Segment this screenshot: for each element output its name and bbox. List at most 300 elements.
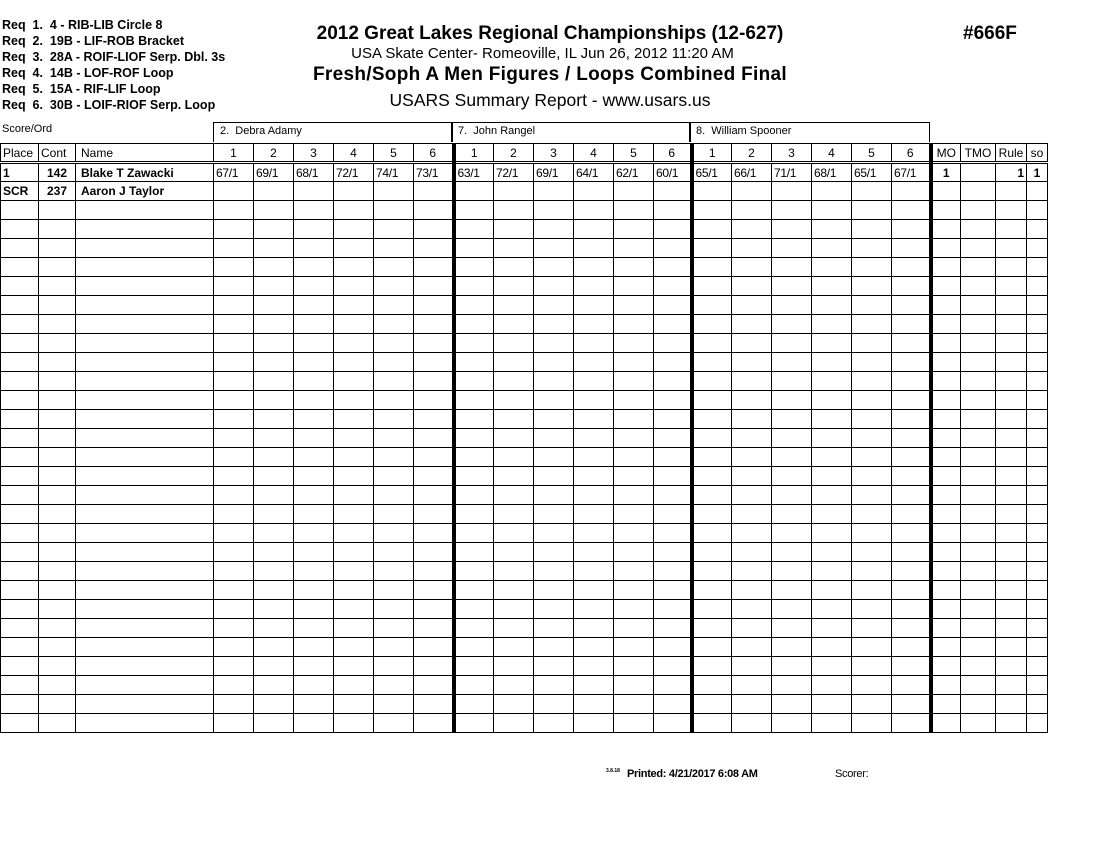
name-cell: Blake T Zawacki [76,163,214,182]
empty-cell [374,657,414,676]
empty-cell [931,638,961,657]
empty-row [1,467,1048,486]
empty-cell [454,296,494,315]
empty-row [1,315,1048,334]
empty-cell [732,429,772,448]
empty-cell [39,524,76,543]
score-cell: 63/1 [454,163,494,182]
empty-cell [812,220,852,239]
empty-cell [574,695,614,714]
empty-cell [614,239,654,258]
col-j3-fig1: 1 [692,144,732,163]
empty-cell [772,600,812,619]
empty-cell [574,296,614,315]
tmo-cell [961,182,996,201]
empty-cell [574,619,614,638]
empty-cell [852,505,892,524]
empty-cell [374,448,414,467]
empty-cell [692,391,732,410]
empty-cell [254,448,294,467]
empty-cell [772,201,812,220]
empty-cell [961,524,996,543]
empty-cell [852,353,892,372]
empty-cell [654,714,692,733]
score-cell [614,182,654,201]
col-tmo: TMO [961,144,996,163]
empty-cell [534,543,574,562]
col-mo: MO [931,144,961,163]
empty-cell [1027,714,1048,733]
empty-cell [812,581,852,600]
empty-cell [812,543,852,562]
empty-cell [852,543,892,562]
score-cell: 67/1 [892,163,931,182]
empty-cell [654,695,692,714]
empty-cell [294,657,334,676]
empty-cell [772,391,812,410]
empty-cell [772,562,812,581]
empty-cell [454,239,494,258]
empty-cell [494,543,534,562]
table-row [1,163,1048,182]
empty-cell [76,695,214,714]
empty-cell [574,524,614,543]
empty-cell [574,562,614,581]
empty-cell [692,448,732,467]
empty-cell [414,296,454,315]
empty-cell [812,562,852,581]
rule-cell [996,182,1027,201]
empty-cell [931,657,961,676]
empty-cell [1,410,39,429]
empty-cell [772,353,812,372]
empty-cell [254,543,294,562]
requirements-list [2,17,225,113]
empty-cell [39,391,76,410]
col-j2-fig3: 3 [534,144,574,163]
empty-cell [772,258,812,277]
empty-cell [374,562,414,581]
empty-cell [852,714,892,733]
empty-cell [654,467,692,486]
empty-cell [534,505,574,524]
empty-row [1,277,1048,296]
empty-cell [1,220,39,239]
empty-cell [454,410,494,429]
empty-cell [76,524,214,543]
empty-cell [294,676,334,695]
empty-cell [294,448,334,467]
empty-cell [39,505,76,524]
empty-cell [996,638,1027,657]
empty-cell [931,258,961,277]
empty-cell [852,619,892,638]
empty-cell [254,258,294,277]
empty-cell [614,372,654,391]
empty-cell [414,695,454,714]
empty-cell [892,448,931,467]
empty-row [1,391,1048,410]
empty-cell [294,220,334,239]
empty-cell [374,543,414,562]
empty-cell [214,391,254,410]
empty-cell [1,277,39,296]
empty-cell [692,695,732,714]
score-cell [534,182,574,201]
empty-cell [654,581,692,600]
empty-cell [654,239,692,258]
empty-cell [1,695,39,714]
empty-cell [772,334,812,353]
empty-cell [892,619,931,638]
empty-cell [1027,429,1048,448]
empty-cell [254,410,294,429]
empty-cell [494,562,534,581]
empty-row [1,372,1048,391]
empty-cell [214,638,254,657]
empty-cell [214,201,254,220]
empty-row [1,448,1048,467]
requirement-4: Req 4. 14B - LOF-ROF Loop [2,66,174,80]
empty-cell [996,277,1027,296]
empty-cell [39,581,76,600]
empty-cell [961,714,996,733]
empty-cell [732,657,772,676]
empty-row [1,657,1048,676]
empty-cell [1,239,39,258]
score-cell [334,182,374,201]
empty-cell [1027,600,1048,619]
tmo-cell [961,163,996,182]
empty-cell [76,657,214,676]
empty-cell [931,505,961,524]
score-cell: 74/1 [374,163,414,182]
empty-cell [1027,467,1048,486]
empty-cell [654,562,692,581]
empty-cell [931,467,961,486]
empty-cell [812,410,852,429]
empty-cell [534,695,574,714]
col-j1-fig1: 1 [214,144,254,163]
judge-header-1: 2. Debra Adamy [213,122,453,142]
empty-cell [414,600,454,619]
empty-cell [574,315,614,334]
empty-cell [732,581,772,600]
empty-cell [334,448,374,467]
empty-cell [39,657,76,676]
empty-cell [614,277,654,296]
empty-cell [494,353,534,372]
judge-header-2: 7. John Rangel [451,122,691,142]
empty-cell [214,429,254,448]
empty-cell [334,467,374,486]
empty-cell [214,714,254,733]
empty-row [1,334,1048,353]
cont-cell: 142 [39,163,76,182]
empty-cell [1027,638,1048,657]
empty-cell [996,562,1027,581]
empty-cell [772,448,812,467]
empty-cell [534,220,574,239]
score-cell [812,182,852,201]
empty-cell [39,296,76,315]
empty-cell [692,334,732,353]
empty-cell [931,410,961,429]
score-cell: 62/1 [614,163,654,182]
empty-cell [654,429,692,448]
empty-cell [1,676,39,695]
empty-cell [1027,315,1048,334]
empty-cell [996,657,1027,676]
empty-cell [76,619,214,638]
empty-cell [732,562,772,581]
empty-cell [414,315,454,334]
score-cell: 72/1 [334,163,374,182]
empty-cell [1,467,39,486]
empty-cell [334,429,374,448]
empty-cell [39,258,76,277]
empty-cell [574,676,614,695]
empty-cell [692,657,732,676]
empty-cell [852,220,892,239]
empty-cell [374,429,414,448]
empty-cell [931,429,961,448]
empty-cell [414,676,454,695]
empty-cell [852,277,892,296]
empty-cell [961,543,996,562]
empty-cell [772,220,812,239]
empty-cell [494,600,534,619]
empty-cell [931,524,961,543]
empty-cell [39,638,76,657]
empty-cell [812,239,852,258]
empty-cell [892,543,931,562]
empty-cell [574,600,614,619]
score-cell: 65/1 [852,163,892,182]
score-cell [214,182,254,201]
empty-cell [692,524,732,543]
col-j1-fig6: 6 [414,144,454,163]
empty-cell [334,695,374,714]
event-number: #666F [963,23,1017,44]
empty-cell [534,448,574,467]
score-cell: 69/1 [534,163,574,182]
empty-cell [1,429,39,448]
place-cell: SCR [1,182,39,201]
empty-cell [732,524,772,543]
empty-cell [294,315,334,334]
empty-cell [334,315,374,334]
empty-cell [931,353,961,372]
venue-date: USA Skate Center- Romeoville, IL Jun 26, 2012 11:20 AM [351,45,734,62]
empty-cell [654,524,692,543]
empty-cell [76,676,214,695]
empty-cell [454,467,494,486]
empty-cell [614,315,654,334]
empty-cell [1027,543,1048,562]
empty-cell [931,315,961,334]
empty-cell [39,220,76,239]
col-rule: Rule [996,144,1027,163]
empty-row [1,638,1048,657]
empty-cell [1027,410,1048,429]
empty-cell [414,714,454,733]
empty-cell [374,619,414,638]
empty-cell [574,220,614,239]
empty-cell [692,543,732,562]
col-j2-fig4: 4 [574,144,614,163]
empty-cell [454,600,494,619]
empty-cell [39,619,76,638]
empty-cell [454,220,494,239]
empty-cell [76,315,214,334]
empty-cell [454,391,494,410]
empty-cell [1027,695,1048,714]
empty-cell [692,372,732,391]
empty-cell [294,239,334,258]
empty-cell [534,714,574,733]
mo-cell [931,182,961,201]
empty-cell [614,714,654,733]
empty-cell [574,391,614,410]
empty-cell [961,581,996,600]
empty-cell [812,486,852,505]
empty-cell [214,581,254,600]
empty-cell [39,695,76,714]
empty-cell [39,201,76,220]
empty-cell [996,315,1027,334]
empty-cell [534,315,574,334]
empty-cell [852,334,892,353]
col-j3-fig3: 3 [772,144,812,163]
empty-cell [614,334,654,353]
empty-cell [1,638,39,657]
empty-cell [614,695,654,714]
empty-cell [574,334,614,353]
empty-cell [892,600,931,619]
score-cell [772,182,812,201]
empty-row [1,505,1048,524]
empty-cell [494,676,534,695]
empty-cell [76,562,214,581]
empty-cell [374,695,414,714]
empty-cell [996,467,1027,486]
empty-cell [614,410,654,429]
empty-cell [614,676,654,695]
empty-cell [76,600,214,619]
empty-cell [294,201,334,220]
empty-cell [534,334,574,353]
empty-cell [574,714,614,733]
empty-cell [732,296,772,315]
empty-cell [534,277,574,296]
empty-cell [931,239,961,258]
empty-cell [494,315,534,334]
empty-cell [852,258,892,277]
empty-cell [534,657,574,676]
empty-cell [692,486,732,505]
empty-cell [494,505,534,524]
empty-cell [374,201,414,220]
empty-cell [1027,486,1048,505]
empty-cell [654,619,692,638]
empty-cell [534,410,574,429]
empty-cell [772,619,812,638]
empty-cell [732,410,772,429]
empty-cell [574,638,614,657]
empty-cell [494,391,534,410]
empty-cell [574,372,614,391]
col-place: Place [1,144,39,163]
empty-cell [961,201,996,220]
empty-cell [574,505,614,524]
empty-cell [334,657,374,676]
empty-cell [254,391,294,410]
empty-cell [931,391,961,410]
empty-cell [334,258,374,277]
empty-cell [812,638,852,657]
empty-cell [892,638,931,657]
score-cell [254,182,294,201]
empty-cell [334,353,374,372]
empty-cell [254,315,294,334]
empty-cell [76,239,214,258]
col-j1-fig2: 2 [254,144,294,163]
empty-cell [812,315,852,334]
empty-cell [294,391,334,410]
empty-cell [961,258,996,277]
empty-cell [961,334,996,353]
empty-cell [454,353,494,372]
empty-cell [812,695,852,714]
empty-cell [494,581,534,600]
empty-cell [294,619,334,638]
score-cell: 68/1 [294,163,334,182]
empty-cell [732,714,772,733]
empty-cell [1027,353,1048,372]
empty-cell [334,391,374,410]
empty-cell [454,581,494,600]
empty-cell [414,467,454,486]
empty-cell [39,600,76,619]
empty-cell [892,562,931,581]
score-cell [852,182,892,201]
empty-cell [76,581,214,600]
empty-row [1,258,1048,277]
empty-cell [654,296,692,315]
empty-cell [772,524,812,543]
empty-cell [534,353,574,372]
empty-cell [654,391,692,410]
empty-cell [961,391,996,410]
empty-cell [374,676,414,695]
empty-cell [294,600,334,619]
empty-cell [1,714,39,733]
empty-cell [414,486,454,505]
empty-cell [454,334,494,353]
empty-cell [1,296,39,315]
empty-cell [614,391,654,410]
empty-cell [534,600,574,619]
empty-cell [214,448,254,467]
empty-cell [654,486,692,505]
empty-cell [494,410,534,429]
empty-cell [374,391,414,410]
empty-cell [692,315,732,334]
empty-cell [494,239,534,258]
empty-cell [254,676,294,695]
empty-cell [961,695,996,714]
